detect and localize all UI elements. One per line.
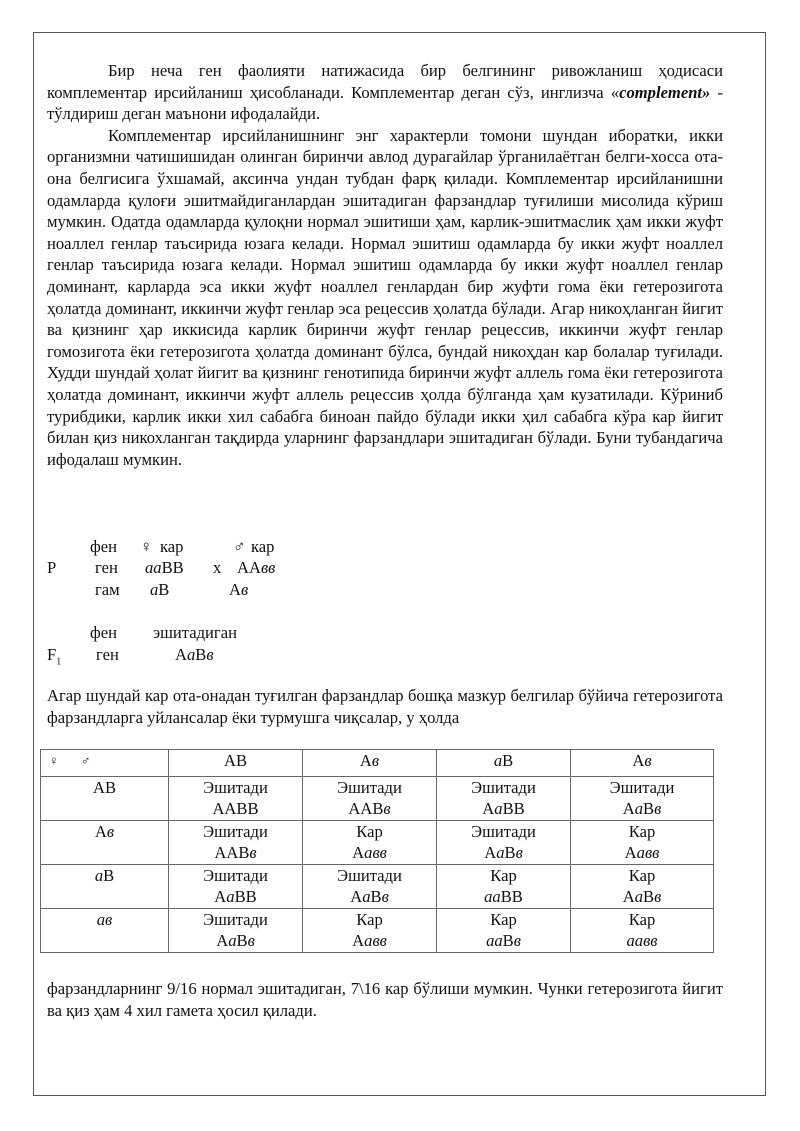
table-cell: Эшитади АаВВ: [437, 777, 571, 821]
table-header-row: [41, 750, 714, 777]
female-icon: ♀: [49, 753, 59, 768]
term-complement: complement»: [619, 82, 711, 102]
paragraph-4: фарзандларнинг 9/16 нормал эшитадиган, 7\16 кар бўлиши мумкин. Чунки гетерозигота йигит ва қиз ҳам 4 хил гамета ҳосил қилади.: [47, 979, 723, 1020]
paragraph-3-container: [47, 685, 723, 728]
paragraph-4-container: [47, 978, 723, 1021]
col-header: Ав: [571, 750, 714, 777]
table-cell: Эшитади АаВв: [437, 821, 571, 865]
male-gamete: Ав: [229, 580, 249, 599]
female-icon: ♀: [140, 537, 153, 556]
female-gamete: аВ: [150, 580, 170, 599]
table-row: [41, 865, 714, 909]
male-icon: ♂: [233, 537, 246, 556]
table-cell: Кар Аавв: [571, 821, 714, 865]
table-cell: Эшитади ААВВ: [169, 777, 303, 821]
row-header: ав: [41, 909, 169, 953]
col-header: АВ: [169, 750, 303, 777]
row-header: Ав: [41, 821, 169, 865]
table-cell: Эшитади ААВв: [303, 777, 437, 821]
paragraph-1: Бир неча ген фаолияти натижасида бир белгининг ривожланиш ҳодисаси комплементар ирсийланиш ҳисобланади. Комплементар деган сўз, инглизча «complement» - тўлдириш деган маънони ифодалайди.: [47, 61, 723, 124]
table-row: [41, 777, 714, 821]
table-cell: Эшитади АаВв: [303, 865, 437, 909]
table-cell: Кар АаВв: [571, 865, 714, 909]
table-cell: Эшитади АаВв: [169, 909, 303, 953]
table-cell: Кар Аавв: [303, 821, 437, 865]
corner-cell: [41, 750, 169, 777]
table-cell: Эшитади АаВв: [571, 777, 714, 821]
col-header: аВ: [437, 750, 571, 777]
paragraph-3: Агар шундай кар ота-онадан туғилган фарзандлар бошқа мазкур белгилар бўйича гетерозигота фарзандларга уйлансалар ёки турмушга чиқсалар, у ҳолда: [47, 686, 723, 727]
male-icon: ♂: [80, 753, 91, 768]
table-cell: Кар ааВВ: [437, 865, 571, 909]
table-cell: Эшитади АаВВ: [169, 865, 303, 909]
female-genotype: ааВВ: [145, 558, 184, 577]
table-cell: Эшитади ААВв: [169, 821, 303, 865]
f1-genotype: АаВв: [175, 645, 214, 664]
table-cell: Кар Аавв: [303, 909, 437, 953]
intro-text: [47, 60, 723, 470]
table-cell: Кар аавв: [571, 909, 714, 953]
f1-label: $F_1$: [47, 645, 62, 668]
male-genotype: ААвв: [237, 558, 276, 577]
punnett-table: [40, 749, 714, 953]
table-row: [41, 821, 714, 865]
row-header: АВ: [41, 777, 169, 821]
col-header: Ав: [303, 750, 437, 777]
table-row: [41, 909, 714, 953]
table-cell: Кар ааВв: [437, 909, 571, 953]
paragraph-2: Комплементар ирсийланишнинг энг характерли томони шундан иборатки, икки организмни чатишишидан олинган биринчи авлод дурагайлар ўрганилаётган белги-хосса ота-она белгисига ўхшамай, аксинча ундан тубдан фарқ қилади. Комплементар ирсийланишни одамларда қулоғи эшитмайдиганлардан эшитадиган фарзандлар туғилиши мисолида кўриш мумкин. Одатда одамларда қулоқни нормал эшитиши ҳам, карлик-эшитмаслик ҳам икки жуфт ноаллел генлар таъсирида юзага келади. Нормал эшитиш одамларда бу икки жуфт ноаллел генлар таъсирида юзага келади. Нормал эшитиш одамларда бу икки жуфт ноаллел генлар доминант, карларда эса икки жуфт ноаллел генлардан бир жуфти гома ёки гетерозигота ҳолатда доминант, иккинчи жуфт генлар эса рецессив ҳолатда бўлади. Агар никоҳланган йигит ва қизнинг ҳар иккисида карлик биринчи жуфт генлар рецессив, иккинчи жуфт генлар гомозигота ёки гетерозигота ҳолатда доминант бўлса, бундай никоҳдан кар болалар туғилади. Худди шундай ҳолат йигит ва қизнинг генотипида биринчи жуфт аллель гома ёки гетерозигота ҳолатда доминант, иккинчи жуфт аллель рецессив ҳолда бўлганда ҳам кузатилади. Кўриниб турибдики, карлик икки хил сабабга биноан пайдо бўлади икки ҳил сабабга кўра кар йигит билан қиз никохланган тақдирда уларнинг фарзандлари эшитадиган бўлади. Буни тубандагича ифодалаш мумкин.: [47, 125, 723, 469]
row-header: аВ: [41, 865, 169, 909]
